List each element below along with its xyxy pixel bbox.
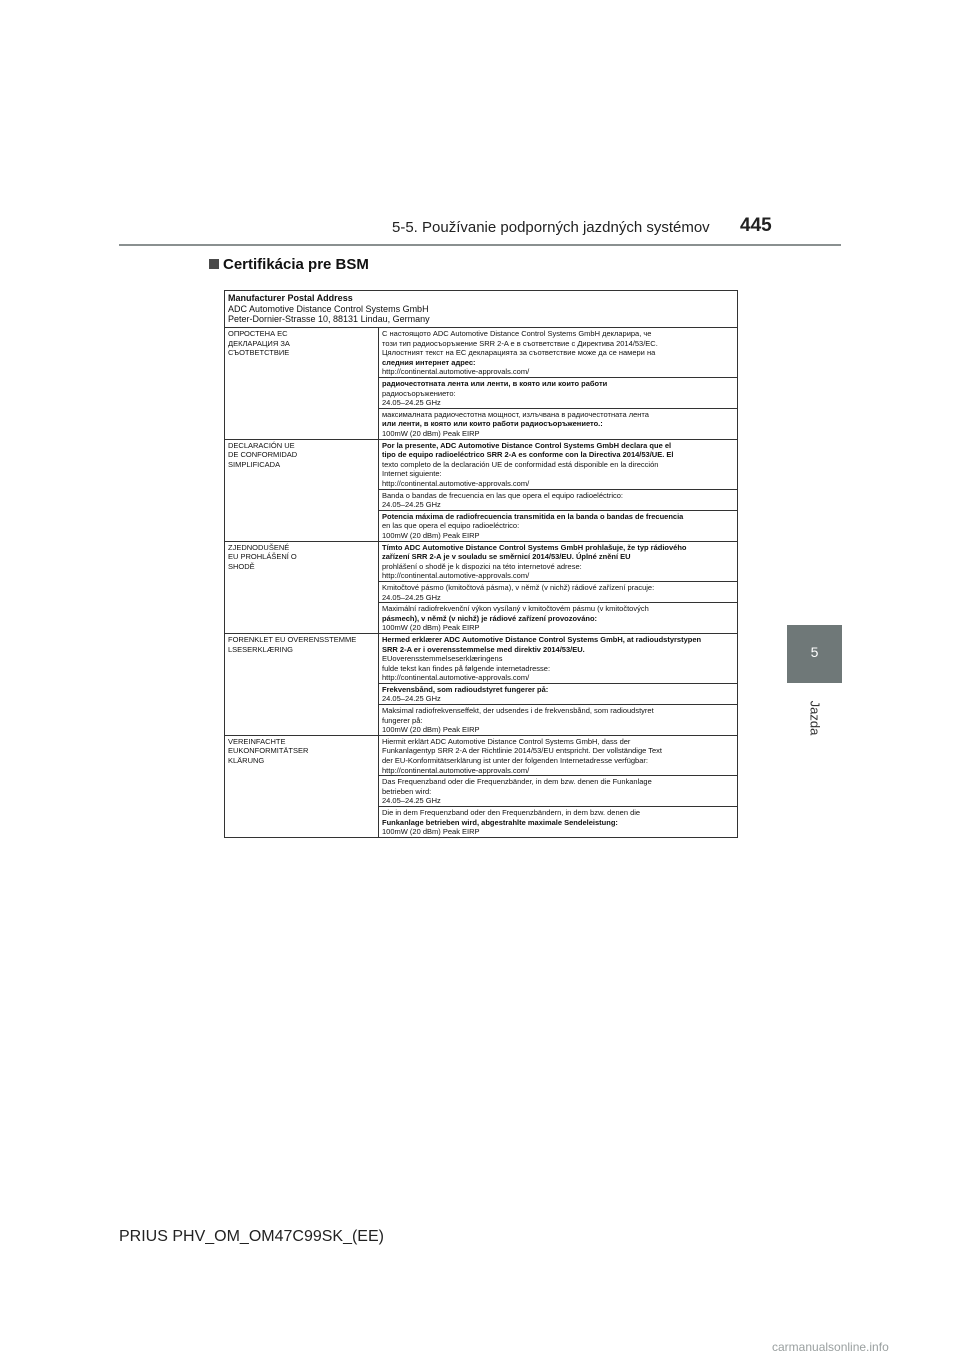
manufacturer-cell	[225, 291, 738, 328]
manufacturer-company: ADC Automotive Distance Control Systems GmbH	[228, 303, 429, 314]
manufacturer-heading: Manufacturer Postal Address	[228, 293, 353, 303]
declaration-line: този тип радиосъоръжение SRR 2-A е в съответствие с Директива 2014/53/ЕС.	[382, 338, 658, 348]
declaration-row	[225, 735, 738, 775]
power-line: Maksimal radiofrekvenseffekt, der udsendes i de frekvensbånd, som radioudstyret	[382, 706, 654, 716]
max-power-cell	[379, 603, 738, 634]
certification-table	[224, 290, 738, 838]
power-line: 100mW (20 dBm) Peak EIRP	[382, 827, 480, 837]
declaration-line: SRR 2-A er i overensstemmelse med direktiv 2014/53/EU.	[382, 644, 585, 654]
frequency-band-cell	[379, 581, 738, 602]
watermark: carmanualsonline.info	[772, 1340, 889, 1354]
band-line: betrieben wird:	[382, 786, 432, 796]
power-line: 100mW (20 dBm) Peak EIRP	[382, 725, 480, 735]
declaration-cell	[379, 541, 738, 581]
declaration-line: prohlášení o shodě je k dispozici na této internetové adrese:	[382, 561, 582, 571]
band-line: 24.05–24.25 GHz	[382, 592, 441, 602]
declaration-cell	[379, 735, 738, 775]
declaration-cell	[379, 633, 738, 683]
power-line: 100mW (20 dBm) Peak EIRP	[382, 623, 480, 633]
language_title-line: DE CONFORMIDAD	[228, 450, 298, 460]
declaration-line: fulde tekst kan findes på følgende internetadresse:	[382, 663, 551, 673]
certification-table-body	[225, 291, 738, 838]
section-heading	[209, 256, 369, 273]
declaration-line: zařízení SRR 2-A je v souladu se směrnicí 2014/53/EU. Úplné znění EU	[382, 552, 631, 562]
declaration-row	[225, 439, 738, 489]
power-line: максималната радиочестотна мощност, излъчвана в радиочестотната лента	[382, 409, 649, 419]
power-line: Funkanlage betrieben wird, abgestrahlte maximale Sendeleistung:	[382, 817, 618, 827]
language_title-line: KLÄRUNG	[228, 756, 265, 766]
language_title-line: EUKONFORMITÄTSER	[228, 746, 309, 756]
manufacturer-address: Peter-Dornier-Strasse 10, 88131 Lindau, Germany	[228, 314, 430, 325]
language-title-cell	[225, 735, 379, 837]
declaration-line: http://continental.automotive-approvals.com/	[382, 765, 530, 775]
chapter-number: 5	[810, 644, 819, 660]
chapter-label	[800, 690, 830, 750]
declaration-line: Funkanlagentyp SRR 2-A der Richtlinie 2014/53/EU entspricht. Der vollständige Text	[382, 746, 663, 756]
page-number: 445	[740, 215, 772, 236]
frequency-band-cell	[379, 378, 738, 409]
power-line: 100mW (20 dBm) Peak EIRP	[382, 530, 480, 540]
declaration-line: tipo de equipo radioeléctrico SRR 2-A es conforme con la Directiva 2014/53/UE. El	[382, 450, 674, 460]
declaration-line: Por la presente, ADC Automotive Distance Control Systems GmbH declara que el	[382, 440, 672, 450]
band-line: Banda o bandas de frecuencia en las que opera el equipo radioeléctrico:	[382, 490, 624, 500]
language_title-line: ОПРОСТЕНА ЕС	[228, 329, 288, 339]
language_title-line: ДЕКЛАРАЦИЯ ЗА	[228, 338, 290, 348]
power-line: 100mW (20 dBm) Peak EIRP	[382, 429, 480, 439]
band-line: 24.05–24.25 GHz	[382, 796, 441, 806]
declaration-cell	[379, 439, 738, 489]
declaration-line: следния интернет адрес:	[382, 357, 476, 367]
declaration-line: http://continental.automotive-approvals.com/	[382, 367, 530, 377]
declaration-line: Internet siguiente:	[382, 469, 442, 479]
band-line: Frekvensbånd, som radioudstyret fungerer på:	[382, 684, 549, 694]
declaration-line: http://continental.automotive-approvals.com/	[382, 571, 530, 581]
footer-model-code: PRIUS PHV_OM_OM47C99SK_(EE)	[119, 1228, 384, 1245]
max-power-cell	[379, 408, 738, 439]
max-power-cell	[379, 510, 738, 541]
max-power-cell	[379, 807, 738, 838]
power-line: Potencia máxima de radiofrecuencia transmitida en la banda o bandas de frecuencia	[382, 511, 684, 521]
language_title-line: СЪОТВЕТСТВИЕ	[228, 348, 290, 358]
power-line: или ленти, в която или които работи радиосъоръжението.:	[382, 419, 603, 429]
band-line: Das Frequenzband oder die Frequenzbänder, in dem bzw. denen die Funkanlage	[382, 777, 652, 787]
declaration-line: texto completo de la declaración UE de conformidad está disponible en la dirección	[382, 459, 659, 469]
band-line: 24.05–24.25 GHz	[382, 500, 441, 510]
declaration-line: EUoverensstemmelseserklæringens	[382, 654, 503, 664]
declaration-line: http://continental.automotive-approvals.com/	[382, 479, 530, 489]
chapter-name: Jazda	[807, 700, 823, 736]
square-bullet-icon	[209, 259, 219, 269]
language_title-line: EU PROHLÁŠENÍ O	[228, 552, 297, 562]
power-line: fungerer på:	[382, 715, 423, 725]
language-title-cell	[225, 328, 379, 440]
power-line: Die in dem Frequenzband oder den Frequenzbändern, in dem bzw. denen die	[382, 808, 641, 818]
language_title-line: ZJEDNODUŠENÉ	[228, 542, 290, 552]
language_title-line: SIMPLIFICADA	[228, 459, 281, 469]
language_title-line: LSESERKLÆRING	[228, 644, 294, 654]
language_title-line: FORENKLET EU OVERENSSTEMME	[228, 634, 357, 644]
frequency-band-cell	[379, 776, 738, 807]
power-line: pásmech), v němž (v nichž) je rádiové zařízení provozováno:	[382, 613, 598, 623]
declaration-row	[225, 328, 738, 378]
declaration-cell	[379, 328, 738, 378]
band-line: радиосъоръжението:	[382, 388, 456, 398]
declaration-line: Hiermit erklärt ADC Automotive Distance Control Systems GmbH, dass der	[382, 736, 631, 746]
declaration-line: der EU-Konformitätserklärung ist unter der folgenden Internetadresse verfügbar:	[382, 756, 648, 766]
band-line: Kmitočtové pásmo (kmitočtová pásma), v němž (v nichž) rádiové zařízení pracuje:	[382, 582, 655, 592]
language_title-line: VEREINFACHTE	[228, 736, 286, 746]
header-rule	[119, 244, 841, 246]
power-line: Maximální radiofrekvenční výkon vysílaný v kmitočtovém pásmu (v kmitočtových	[382, 604, 649, 614]
frequency-band-cell	[379, 489, 738, 510]
max-power-cell	[379, 705, 738, 736]
declaration-line: http://continental.automotive-approvals.com/	[382, 673, 530, 683]
power-line: en las que opera el equipo radioeléctrico:	[382, 521, 520, 531]
band-line: 24.05–24.25 GHz	[382, 694, 441, 704]
language_title-line: DECLARACIÓN UE	[228, 440, 295, 450]
band-line: радиочестотната лента или ленти, в която или които работи	[382, 379, 608, 389]
frequency-band-cell	[379, 683, 738, 704]
language-title-cell	[225, 439, 379, 541]
declaration-row	[225, 541, 738, 581]
section-heading-text: Certifikácia pre BSM	[223, 256, 369, 273]
language-title-cell	[225, 541, 379, 633]
declaration-line: С настоящото ADC Automotive Distance Control Systems GmbH декларира, че	[382, 329, 652, 339]
chapter-tab	[787, 625, 842, 683]
language_title-line: SHODĚ	[228, 561, 255, 571]
declaration-line: Hermed erklærer ADC Automotive Distance Control Systems GmbH, at radioudstyrstypen	[382, 634, 702, 644]
declaration-line: Цялостният текст на ЕС декларацията за съответствие може да се намери на	[382, 348, 656, 358]
declaration-line: Tímto ADC Automotive Distance Control Systems GmbH prohlašuje, že typ rádiového	[382, 542, 687, 552]
language-title-cell	[225, 633, 379, 735]
manufacturer-row	[225, 291, 738, 328]
band-line: 24.05–24.25 GHz	[382, 398, 441, 408]
declaration-row	[225, 633, 738, 683]
running-header-title: 5-5. Používanie podporných jazdných systémov	[392, 219, 710, 236]
